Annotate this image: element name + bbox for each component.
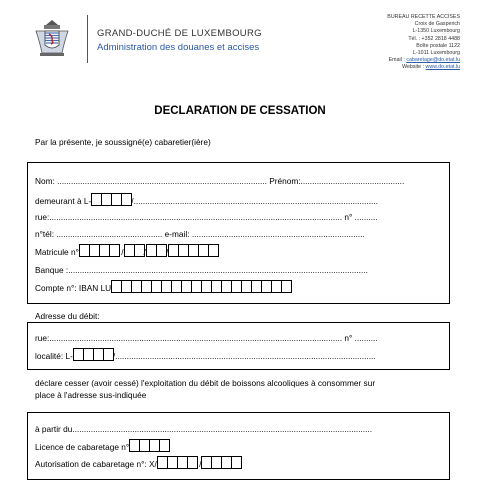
office-line: Croix de Gasperich: [414, 21, 460, 28]
bank-field[interactable]: Banque :..................................................................................................................................: [35, 265, 368, 275]
office-address: [300, 14, 460, 72]
office-line: BUREAU RECETTE ACCISES: [387, 14, 460, 20]
matricule-cells-year[interactable]: [79, 244, 119, 259]
office-line: L-1011 Luxembourg: [412, 50, 460, 57]
header-divider: [87, 15, 88, 63]
iban-cells[interactable]: [111, 280, 291, 295]
slash: /: [121, 247, 124, 257]
iban-field[interactable]: [35, 280, 437, 295]
authorisation-cells-b[interactable]: [201, 456, 241, 471]
locality-postal-cells[interactable]: [73, 348, 113, 363]
phone-email-field[interactable]: n°tél: .............................................. e-mail: ...........................................................................: [35, 229, 365, 239]
debit-locality-field[interactable]: [35, 348, 437, 363]
website-link[interactable]: www.do.etat.lu: [425, 64, 460, 71]
licence-label: Licence de cabaretage n°: [35, 442, 130, 452]
office-line: Tél. : +352 2818 4488: [408, 35, 460, 42]
locality-dots: /.................................................................................................................: [112, 351, 376, 361]
email-label: Email :: [388, 57, 407, 64]
residence-dots: /..........................................................................................................: [131, 196, 378, 206]
street-field[interactable]: rue:............................................................................................................................... n° ..........: [35, 212, 378, 222]
coat-of-arms-icon: [32, 17, 72, 59]
matricule-field[interactable]: [35, 244, 437, 259]
debit-address-label: Adresse du débit:: [35, 311, 100, 321]
licence-field[interactable]: [35, 439, 437, 454]
iban-label: Compte n°: IBAN LU: [35, 283, 112, 293]
slash: /: [165, 247, 169, 257]
declaration-text-2: place à l'adresse sus-indiquée: [35, 390, 147, 400]
document-title: DECLARATION DE CESSATION: [154, 105, 326, 117]
ministry-title: GRAND-DUCHÉ DE LUXEMBOURG: [97, 28, 262, 39]
matricule-cells-suffix[interactable]: [165, 244, 218, 259]
debit-street-field[interactable]: rue:............................................................................................................................... n° ..........: [35, 333, 378, 343]
email-link[interactable]: cabaretage@do.etat.lu: [406, 57, 460, 64]
locality-label: localité: L-: [35, 351, 73, 361]
authorisation-cells-a[interactable]: [157, 456, 197, 471]
website-label: Website :: [402, 64, 426, 71]
residence-field[interactable]: [35, 193, 437, 208]
matricule-cells-month[interactable]: [124, 244, 144, 259]
matricule-cells-day[interactable]: [143, 244, 169, 259]
office-line: Boîte postale 1122: [416, 42, 460, 49]
declaration-text-1: déclare cesser (avoir cessé) l'exploitation du débit de boissons alcooliques à consommer sur: [35, 378, 376, 388]
licence-cells[interactable]: [129, 439, 169, 454]
name-field[interactable]: Nom: ........................................................................................... Prénom:.............................................: [35, 176, 405, 186]
authorisation-label: Autorisation de cabaretage n°: X/: [35, 459, 157, 469]
administration-name: Administration des douanes et accises: [97, 42, 260, 53]
slash: /: [199, 459, 202, 469]
residence-label: demeurant à L-: [35, 196, 92, 206]
start-date-field[interactable]: à partir du..................................................................................................................................: [35, 424, 373, 434]
matricule-label: Matricule n°: [35, 247, 79, 257]
slash: /: [143, 247, 146, 257]
intro-text: Par la présente, je soussigné(e) cabaretier(ière): [35, 137, 211, 147]
postal-code-cells[interactable]: [91, 193, 131, 208]
authorisation-field[interactable]: [35, 456, 437, 471]
office-line: L-1350 Luxembourg: [412, 28, 460, 35]
